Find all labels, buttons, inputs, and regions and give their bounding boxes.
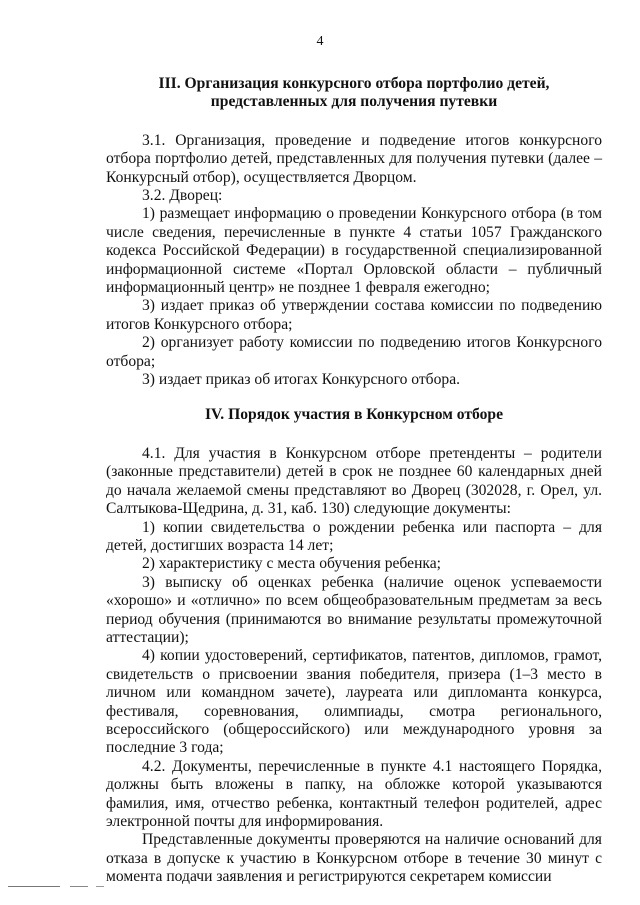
- paragraph-4-1-item-3: 3) выписку об оценках ребенка (наличие оценок успеваемости «хорошо» и «отлично» по всем общеобразовательным предметам за весь период обучения (принимаются во внимание результаты промежуточной аттестации);: [106, 573, 602, 646]
- paragraph-4-1-item-2: 2) характеристику с места обучения ребенка;: [142, 555, 442, 573]
- paragraph-3-2-item-3b: 3) издает приказ об итогах Конкурсного отбора.: [142, 371, 461, 389]
- document-body: [106, 75, 602, 887]
- paragraph-3-1: 3.1. Организация, проведение и подведение итогов конкурсного отбора портфолио детей, представленных для получения путевки (далее – Конкурсный отбор), осуществляется Дворцом.: [106, 131, 602, 186]
- paragraph-4-1-item-4: 4) копии удостоверений, сертификатов, патентов, дипломов, грамот, свидетельств о присвоении звания победителя, призера (1–3 место в личном или командном зачете), лауреата или дипломанта конкурса, фестиваля, соревнования, олимпиады, смотра регионального, всероссийского (общероссийского) или международного уровня за последние 3 года;: [106, 647, 602, 757]
- paragraph-4-2: 4.2. Документы, перечисленные в пункте 4.1 настоящего Порядка, должны быть вложены в папку, на обложке которой указываются фамилия, имя, отчество ребенка, контактный телефон родителей, адрес электронной почты для информирования.: [106, 757, 602, 831]
- paragraph-3-2-item-1: 1) размещает информацию о проведении Конкурсного отбора (в том числе сведения, перечисленные в пункте 4 статьи 1057 Гражданского кодекса Российской Федерации) в государственной специализированной информационной системе «Портал Орловской области – публичный информационный центр» не позднее 1 февраля ежегодно;: [106, 205, 602, 297]
- paragraph-3-2-item-3a: 3) издает приказ об утверждении состава комиссии по подведению итогов Конкурсного отбора;: [106, 297, 602, 333]
- footer-mark: [70, 886, 88, 887]
- section-3-title-line-1: III. Организация конкурсного отбора портфолио детей,: [158, 75, 550, 92]
- footer-mark: [8, 886, 60, 887]
- paragraph-4-1-item-1: 1) копии свидетельства о рождении ребенка или паспорта – для детей, достигших возраста 14 лет;: [106, 518, 602, 554]
- paragraph-4-1: 4.1. Для участия в Конкурсном отборе претенденты – родители (законные представители) детей в срок не позднее 60 календарных дней до начала желаемой смены представляют во Дворец (302028, г. Орел, ул. Салтыкова-Щедрина, д. 31, каб. 130) следующие документы:: [106, 444, 602, 518]
- footer-mark: [96, 886, 104, 887]
- scan-footer-marks: [8, 886, 118, 888]
- paragraph-3-2-item-2: 2) организует работу комиссии по подведению итогов Конкурсного отбора;: [106, 334, 602, 370]
- section-4-title: IV. Порядок участия в Конкурсном отборе: [204, 405, 504, 423]
- page-number: 4: [316, 34, 324, 49]
- section-3-title: [106, 75, 602, 112]
- paragraph-3-2: 3.2. Дворец:: [142, 187, 223, 205]
- paragraph-documents-check: Представленные документы проверяются на наличие оснований для отказа в допуске к участию в Конкурсном отборе в течение 30 минут с момента подачи заявления и регистрируются секретарем комиссии: [106, 831, 602, 886]
- section-3-title-line-2: представленных для получения путевки: [210, 93, 498, 111]
